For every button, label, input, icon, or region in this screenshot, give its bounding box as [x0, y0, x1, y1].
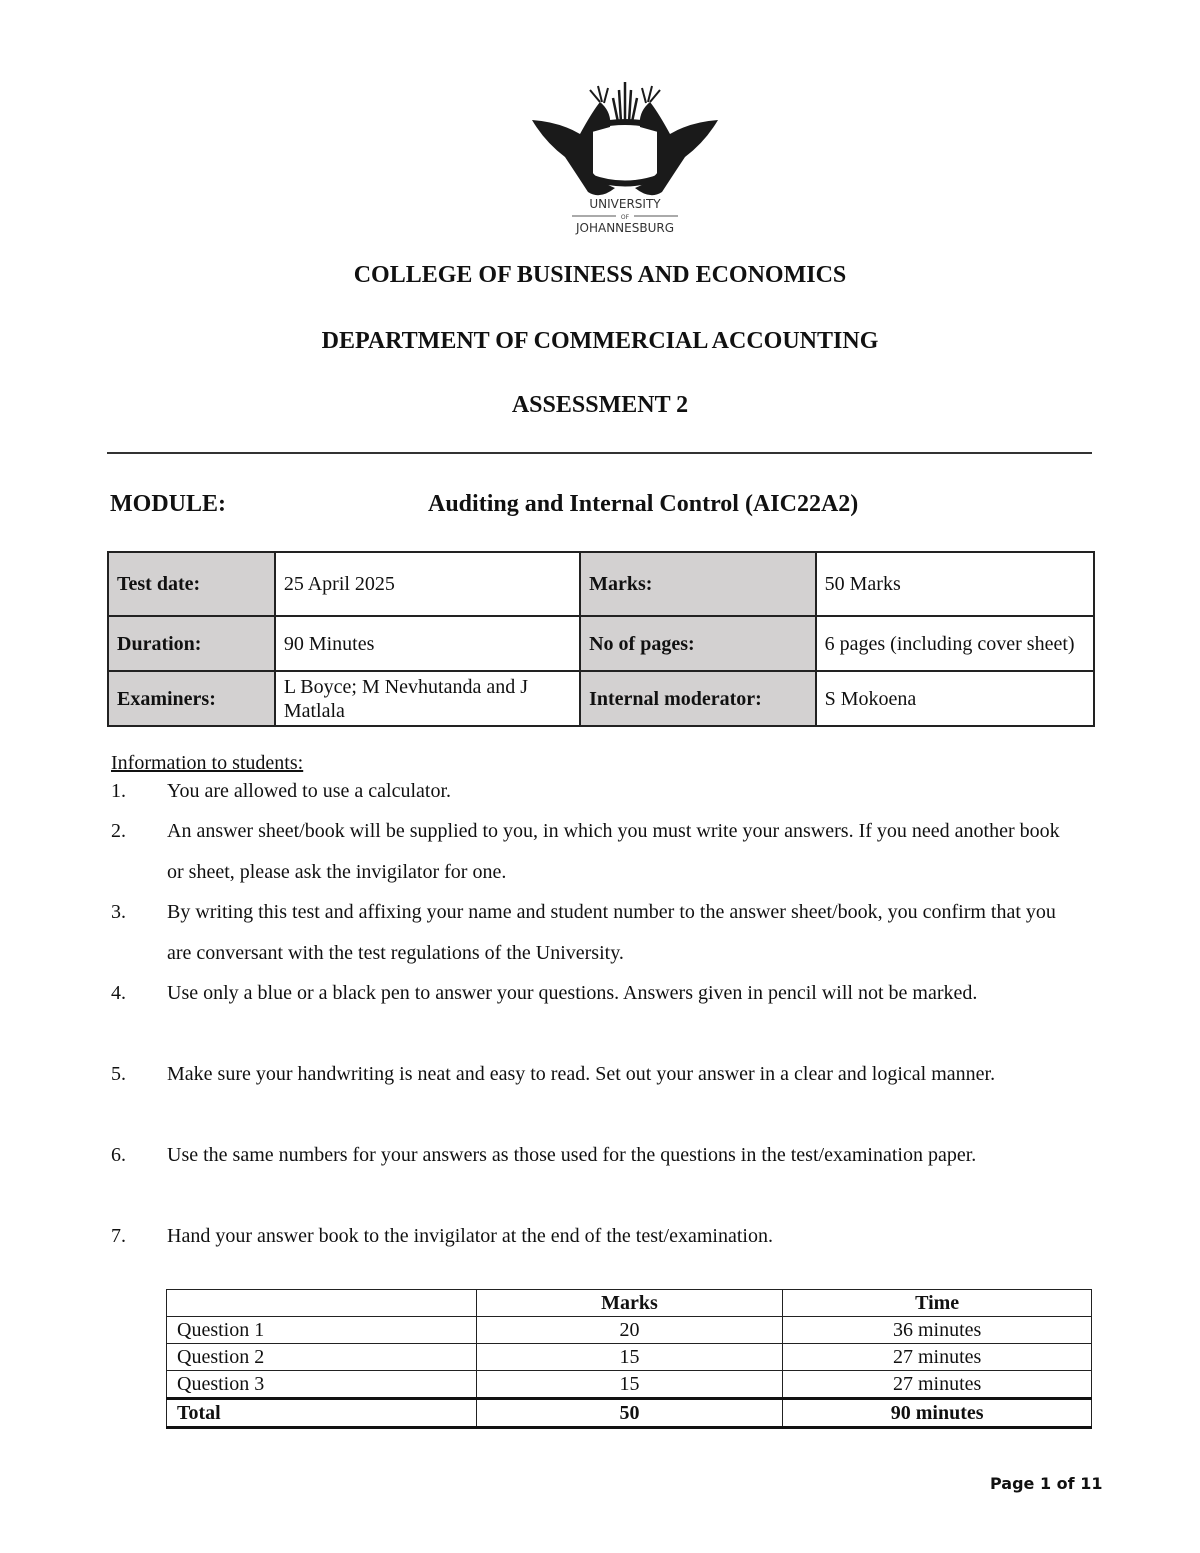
instruction-number: 7.	[111, 1225, 126, 1247]
info-label: Marks:	[580, 552, 816, 616]
info-row	[108, 616, 1094, 671]
info-value: 50 Marks	[816, 552, 1094, 616]
table-row	[167, 1317, 1092, 1344]
info-value: 6 pages (including cover sheet)	[816, 616, 1094, 671]
info-value: 90 Minutes	[275, 616, 580, 671]
instruction-text: Make sure your handwriting is neat and easy to read. Set out your answer in a clear and logical manner.	[167, 1063, 996, 1085]
header-cell: Marks	[476, 1290, 783, 1317]
svg-text:JOHANNESBURG: JOHANNESBURG	[575, 221, 675, 235]
time-cell: 27 minutes	[783, 1371, 1092, 1399]
module-value: Auditing and Internal Control (AIC22A2)	[428, 491, 859, 517]
header-cell: Time	[783, 1290, 1092, 1317]
table-header-row	[167, 1290, 1092, 1317]
instruction-number: 6.	[111, 1144, 126, 1166]
time-cell: 36 minutes	[783, 1317, 1092, 1344]
instruction-number: 5.	[111, 1063, 126, 1085]
info-value: L Boyce; M Nevhutanda and J Matlala	[275, 671, 580, 726]
question-cell: Question 1	[167, 1317, 477, 1344]
instruction-text: Hand your answer book to the invigilator at the end of the test/examination.	[167, 1225, 773, 1247]
instruction-text: An answer sheet/book will be supplied to you, in which you must write your answers. If you need another book or sheet, please ask the invigilator for one.	[167, 820, 1060, 883]
page-number: Page 1 of 11	[990, 1474, 1103, 1493]
info-value: 25 April 2025	[275, 552, 580, 616]
question-cell: Question 2	[167, 1344, 477, 1371]
instruction-text: You are allowed to use a calculator.	[167, 780, 451, 802]
total-time: 90 minutes	[783, 1399, 1092, 1428]
info-label: Duration:	[108, 616, 275, 671]
college-heading: COLLEGE OF BUSINESS AND ECONOMICS	[353, 262, 847, 288]
marks-cell: 20	[476, 1317, 783, 1344]
table-row	[167, 1371, 1092, 1399]
instruction-text: By writing this test and affixing your name and student number to the answer sheet/book, you confirm that you are conversant with the test regulations of the University.	[167, 901, 1056, 964]
marks-cell: 15	[476, 1344, 783, 1371]
instruction-text: Use the same numbers for your answers as those used for the questions in the test/examination paper.	[167, 1144, 977, 1166]
instruction-number: 2.	[111, 820, 126, 842]
info-label: No of pages:	[580, 616, 816, 671]
svg-text:OF: OF	[620, 214, 630, 221]
marks-allocation-table	[166, 1289, 1092, 1429]
total-marks: 50	[476, 1399, 783, 1428]
module-label: MODULE:	[110, 491, 226, 517]
birds-crest-icon	[520, 72, 730, 242]
assessment-heading: ASSESSMENT 2	[511, 392, 689, 418]
instruction-number: 4.	[111, 982, 126, 1004]
department-heading: DEPARTMENT OF COMMERCIAL ACCOUNTING	[321, 328, 879, 354]
info-row	[108, 671, 1094, 726]
header-cell	[167, 1290, 477, 1317]
info-label: Examiners:	[108, 671, 275, 726]
instruction-number: 1.	[111, 780, 126, 802]
marks-cell: 15	[476, 1371, 783, 1399]
info-row	[108, 552, 1094, 616]
assessment-info-table	[107, 551, 1095, 727]
university-logo	[520, 72, 730, 242]
time-cell: 27 minutes	[783, 1344, 1092, 1371]
svg-text:UNIVERSITY: UNIVERSITY	[589, 197, 661, 211]
horizontal-divider	[107, 452, 1092, 454]
total-label: Total	[167, 1399, 477, 1428]
instructions-title: Information to students:	[111, 752, 304, 774]
info-label: Test date:	[108, 552, 275, 616]
question-cell: Question 3	[167, 1371, 477, 1399]
info-value: S Mokoena	[816, 671, 1094, 726]
instruction-number: 3.	[111, 901, 126, 923]
instruction-text: Use only a blue or a black pen to answer your questions. Answers given in pencil will not be marked.	[167, 982, 978, 1004]
table-row	[167, 1344, 1092, 1371]
table-total-row	[167, 1399, 1092, 1428]
info-label: Internal moderator:	[580, 671, 816, 726]
